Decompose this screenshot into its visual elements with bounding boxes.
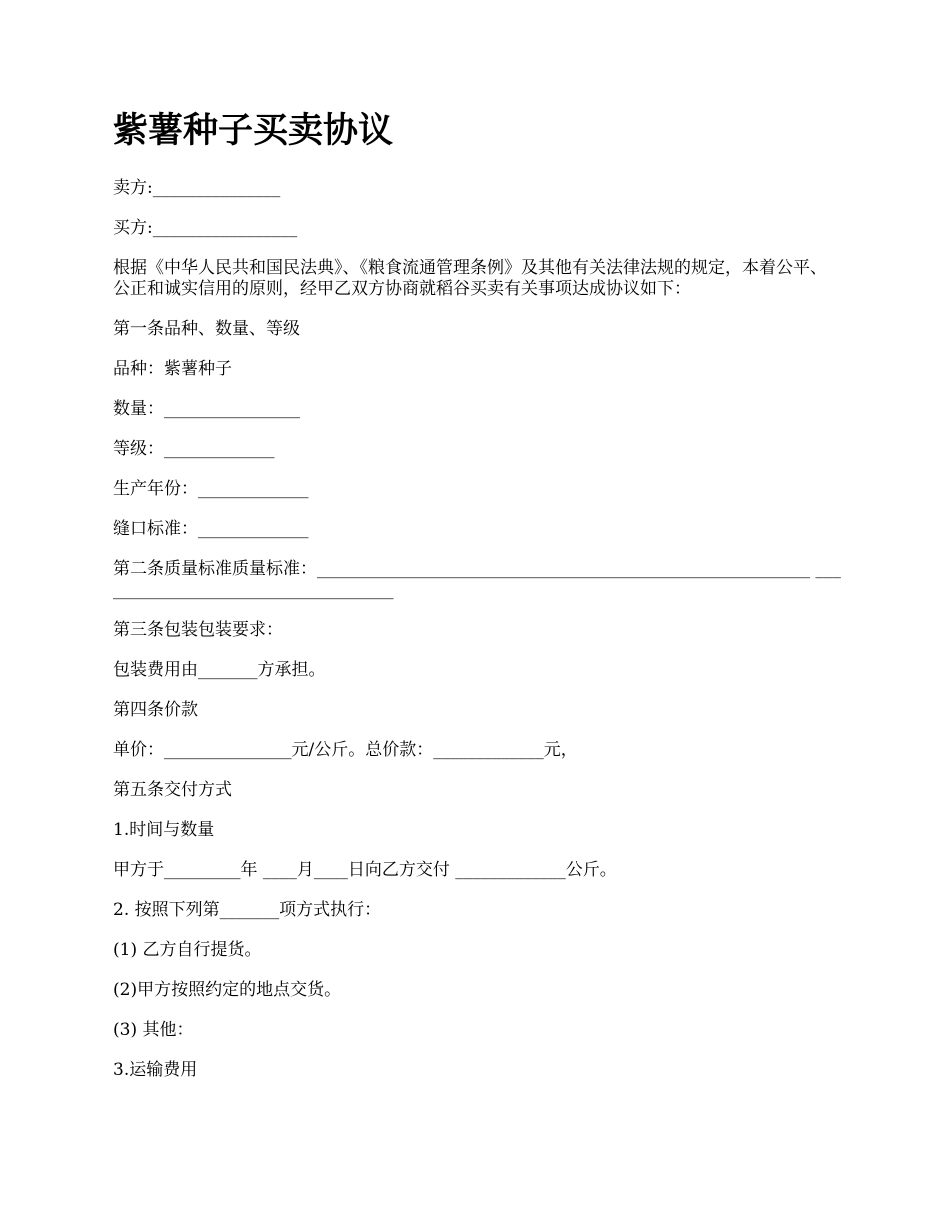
article-2-paragraph: 第二条质量标准质量标准：__________________________________________________________ ____________________________________ (113, 559, 841, 600)
article-5-heading: 第五条交付方式 (113, 780, 232, 800)
variety-line: 品种：紫薯种子 (113, 359, 232, 379)
article-1-heading: 第一条品种、数量、等级 (113, 319, 300, 339)
article-4-heading: 第四条价款 (113, 700, 198, 720)
item-2-line: 2. 按照下列第_______项方式执行： (113, 900, 382, 920)
document-title: 紫薯种子买卖协议 (113, 111, 394, 151)
option-2-line: (2)甲方按照约定的地点交货。 (113, 980, 342, 1000)
seam-standard-line: 缝口标准：_____________ (113, 519, 309, 539)
preamble-paragraph: 根据《中华人民共和国民法典》、《粮食流通管理条例》及其他有关法律法规的规定，本着公平、公正和诚实信用的原则，经甲乙双方协商就稻谷买卖有关事项达成协议如下： (113, 258, 827, 299)
packaging-cost-line: 包装费用由_______方承担。 (113, 660, 326, 680)
grade-line: 等级：_____________ (113, 439, 275, 459)
option-1-line: (1) 乙方自行提货。 (113, 940, 262, 960)
item-1-line: 1.时间与数量 (113, 820, 215, 840)
price-line: 单价：_______________元/公斤。总价款：_____________元， (113, 740, 578, 760)
production-year-line: 生产年份：_____________ (113, 479, 309, 499)
seller-line: 卖方:_______________ (113, 178, 281, 198)
article-3-heading: 第三条包装包装要求： (113, 620, 283, 640)
item-3-line: 3.运输费用 (113, 1060, 198, 1080)
buyer-line: 买方:_________________ (113, 218, 298, 238)
delivery-line: 甲方于_________年 ____月____日向乙方交付 _____________公斤。 (113, 860, 617, 880)
document-page (113, 108, 843, 1100)
option-3-line: (3) 其他： (113, 1020, 194, 1040)
quantity-line: 数量：________________ (113, 399, 300, 419)
